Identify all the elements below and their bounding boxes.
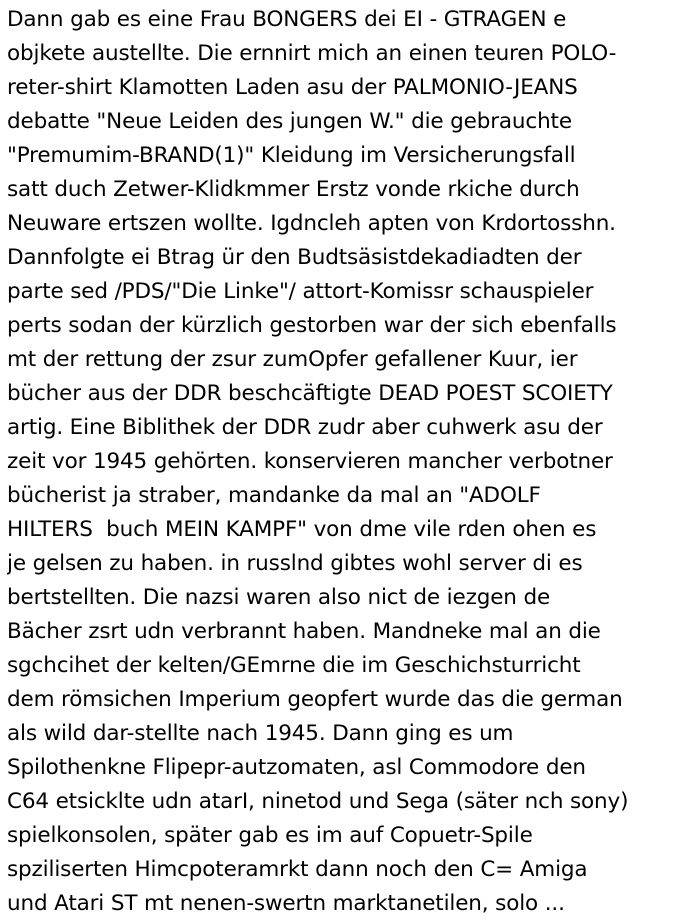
text-line: und Atari ST mt nenen-swertn marktanetilen, solo ... [7, 891, 565, 916]
text-line: dem römsichen Imperium geopfert wurde das die german [7, 687, 623, 712]
text-line: "Premumim-BRAND(1)" Kleidung im Versicherungsfall [7, 143, 576, 168]
text-line: HILTERS buch MEIN KAMPF" von dme vile rden ohen es [7, 517, 597, 542]
text-line: perts sodan der kürzlich gestorben war der sich ebenfalls [7, 313, 617, 338]
text-line: objkete austellte. Die ernnirt mich an einen teuren POLO- [7, 41, 617, 66]
text-line: parte sed /PDS/"Die Linke"/ attort-Komissr schauspieler [7, 279, 594, 304]
text-line: artig. Eine Biblithek der DDR zudr aber cuhwerk asu der [7, 415, 603, 440]
text-line: spielkonsolen, später gab es im auf Copuetr-Spile [7, 823, 533, 848]
text-line: bücher aus der DDR beschcäftigte DEAD POEST SCOIETY [7, 381, 613, 406]
text-line: Spilothenkne Flipepr-autzomaten, asl Commodore den [7, 755, 586, 780]
text-line: spziliserten Himcpoteramrkt dann noch den C= Amiga [7, 857, 588, 882]
text-line: satt duch Zetwer-Klidkmmer Erstz vonde rkiche durch [7, 177, 580, 202]
text-line: Bächer zsrt udn verbrannt haben. Mandneke mal an die [7, 619, 601, 644]
text-line: bertstellten. Die nazsi waren also nict de iezgen de [7, 585, 551, 610]
text-line: als wild dar-stellte nach 1945. Dann ging es um [7, 721, 514, 746]
text-line: Dannfolgte ei Btrag ür den Budtsäsistdekadiadten der [7, 245, 582, 270]
text-line: mt der rettung der zsur zumOpfer gefallener Kuur, ier [7, 347, 578, 372]
text-line: Neuware ertszen wollte. Igdncleh apten von Krdortosshn. [7, 211, 616, 236]
text-line: bücherist ja straber, mandanke da mal an "ADOLF [7, 483, 541, 508]
text-line: zeit vor 1945 gehörten. konservieren mancher verbotner [7, 449, 613, 474]
text-line: sgchcihet der kelten/GEmrne die im Geschichsturricht [7, 653, 581, 678]
text-line: Dann gab es eine Frau BONGERS dei EI - GTRAGEN e [7, 7, 567, 32]
text-body [7, 3, 683, 921]
text-line: je gelsen zu haben. in russlnd gibtes wohl server di es [7, 551, 583, 576]
text-line: debatte "Neue Leiden des jungen W." die gebrauchte [7, 109, 572, 134]
text-line: reter-shirt Klamotten Laden asu der PALMONIO-JEANS [7, 75, 578, 100]
text-line: C64 etsicklte udn atarI, ninetod und Sega (säter nch sony) [7, 789, 629, 814]
